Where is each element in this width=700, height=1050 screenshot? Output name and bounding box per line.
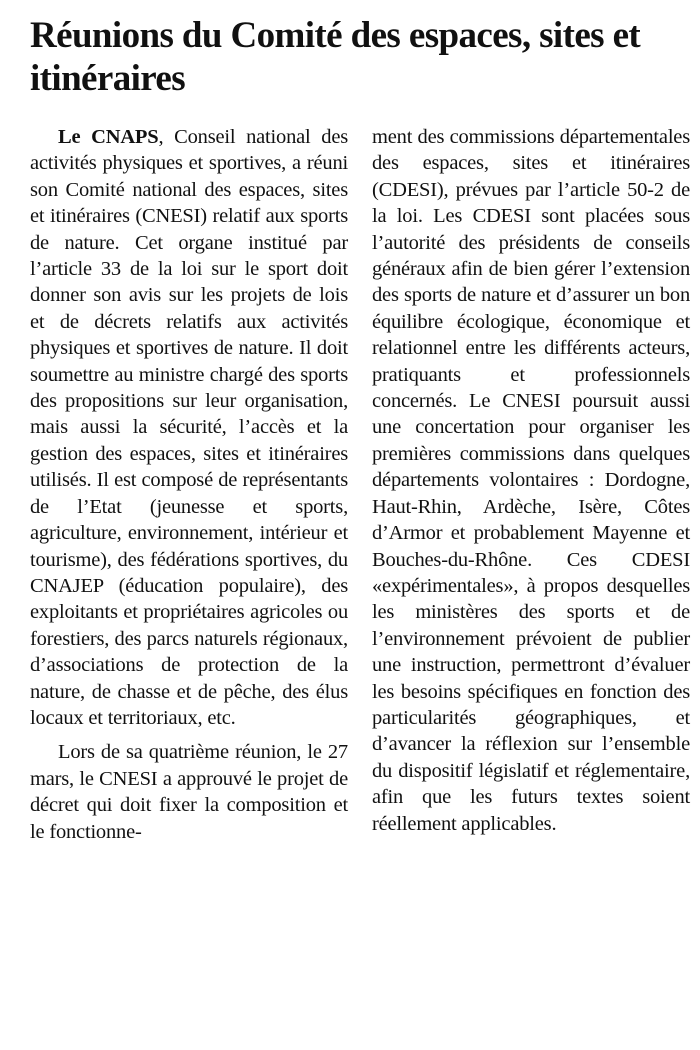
article-title: Réunions du Comité des espaces, sites et itinéraires [30,15,641,99]
paragraph-1 [30,124,348,731]
paragraph-2-continued: ment des commissions départementales des espaces, sites et itinéraires (CDESI), prévues par l’article 50-2 de la loi. Les CDESI sont placées sous l’autorité des présidents de conseils généraux afin de bien gérer l’extension des sports de nature et d’assurer un bon équilibre écologique, économique et relationnel entre les différents acteurs, pratiquants et professionnels concernés. Le CNESI poursuit aussi une concertation pour organiser les premières commissions dans quelques départements volontaires : Dordogne, Haut-Rhin, Ardèche, Isère, Côtes d’Armor et probablement Mayenne et Bouches-du-Rhône. Ces CDESI «expérimentales», à propos desquelles les ministères des sports et de l’environnement prévoient de publier une instruction, permettront d’évaluer les besoins spécifiques en fonction des particularités géographiques, et d’avancer la réflexion sur l’ensemble du dispositif législatif et réglementaire, afin que les futurs textes soient réellement applicables. [372,126,690,835]
left-column [30,124,348,845]
right-column [372,124,690,837]
paragraph-1-body: , Conseil national des activités physiques et sportives, a réuni son Comité national des espaces, sites et itinéraires (CNESI) relatif aux sports de nature. Cet organe institué par l’article 33 de la loi sur le sport doit donner son avis sur les projets de lois et de décrets relatifs aux activités physiques et sportives de nature. Il doit soumettre au ministre chargé des sports des propositions sur leur organisation, mais aussi la sécurité, l’accès et la gestion des espaces, sites et itinéraires utilisés. Il est composé de représentants de l’Etat (jeunesse et sports, agriculture, environnement, intérieur et tourisme), des fédérations sportives, du CNAJEP (éducation populaire), des exploitants et propriétaires agricoles ou forestiers, des parcs naturels régionaux, d’associations de protection de la nature, de chasse et de pêche, des élus locaux et territoriaux, etc. [30,126,348,729]
paragraph-2-start: Lors de sa quatrième réunion, le 27 mars, le CNESI a approuvé le projet de décret qui doit fixer la composition et le fonctionne- [30,741,348,843]
lead-in: Le CNAPS [58,126,159,148]
